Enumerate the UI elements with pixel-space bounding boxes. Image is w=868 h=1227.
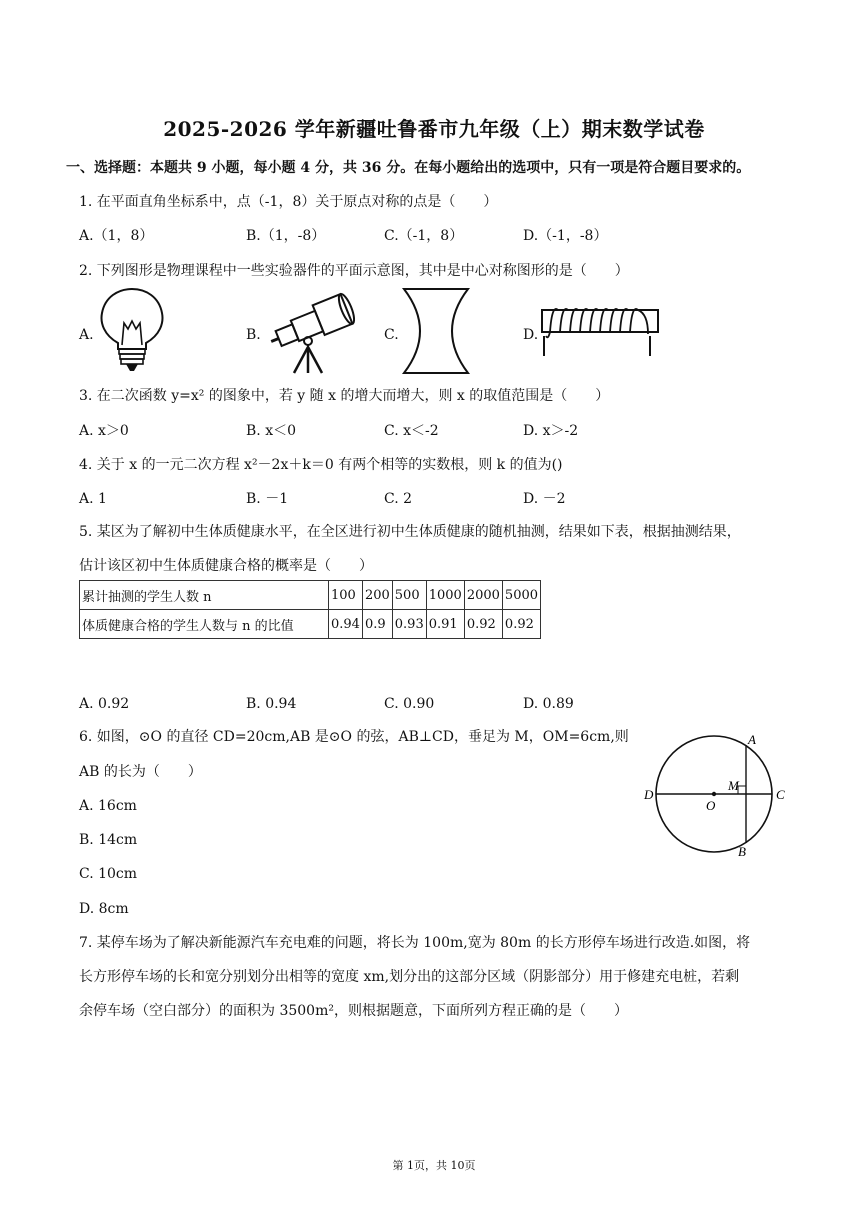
question-5-option-b: B. 0.94 bbox=[246, 696, 297, 712]
question-6-option-a: A. 16cm bbox=[79, 798, 137, 814]
question-4-option-b: B. －1 bbox=[246, 491, 289, 507]
page-title: 2025-2026 学年新疆吐鲁番市九年级（上）期末数学试卷 bbox=[163, 117, 705, 141]
question-3-option-c: C. x＜-2 bbox=[384, 423, 439, 439]
point-m-label: M bbox=[728, 778, 739, 793]
question-5-option-c: C. 0.90 bbox=[384, 696, 435, 712]
question-7-stem-line-1: 7. 某停车场为了解决新能源汽车充电难的问题，将长为 100m,宽为 80m 的长方形停车场进行改造.如图，将 bbox=[79, 935, 751, 951]
question-5-option-a: A. 0.92 bbox=[79, 696, 130, 712]
point-o-label: O bbox=[706, 798, 716, 813]
table-cell: 0.91 bbox=[426, 610, 464, 639]
question-4-option-c: C. 2 bbox=[384, 491, 413, 507]
concave-lens-figure bbox=[400, 287, 472, 375]
question-3-option-d: D. x＞-2 bbox=[523, 423, 579, 439]
question-1-option-c: C.（-1，8） bbox=[384, 228, 464, 244]
table-row-header: 累计抽测的学生人数 n bbox=[80, 581, 329, 610]
question-2-option-d: D. bbox=[523, 327, 539, 343]
question-6-stem-line-2: AB 的长为（ ） bbox=[79, 764, 202, 780]
table-cell: 0.92 bbox=[464, 610, 502, 639]
table-cell: 500 bbox=[392, 581, 426, 610]
table-cell: 200 bbox=[362, 581, 392, 610]
table-cell: 0.9 bbox=[362, 610, 392, 639]
question-5-table bbox=[79, 580, 541, 639]
question-6-option-d: D. 8cm bbox=[79, 901, 129, 917]
question-1-option-a: A.（1，8） bbox=[79, 228, 154, 244]
table-cell: 2000 bbox=[464, 581, 502, 610]
circle-geometry-figure bbox=[638, 724, 798, 860]
point-d-label: D bbox=[644, 787, 654, 802]
table-cell: 5000 bbox=[502, 581, 540, 610]
question-3-stem: 3. 在二次函数 y=x² 的图象中，若 y 随 x 的增大而增大，则 x 的取值范围是（ ） bbox=[79, 388, 610, 404]
table-row-header: 体质健康合格的学生人数与 n 的比值 bbox=[80, 610, 329, 639]
point-a-label: A bbox=[748, 732, 756, 747]
question-3-option-a: A. x＞0 bbox=[79, 423, 129, 439]
question-1-option-b: B.（1，-8） bbox=[246, 228, 326, 244]
question-6-option-b: B. 14cm bbox=[79, 832, 138, 848]
question-7-stem-line-3: 余停车场（空白部分）的面积为 3500m²，则根据题意，下面所列方程正确的是（ ） bbox=[79, 1003, 628, 1019]
question-5-stem-line-2: 估计该区初中生体质健康合格的概率是（ ） bbox=[79, 558, 373, 574]
question-7-stem-line-2: 长方形停车场的长和宽分别划分出相等的宽度 xm,划分出的这部分区域（阴影部分）用于修建充电桩，若剩 bbox=[79, 969, 740, 985]
table-cell: 100 bbox=[329, 581, 363, 610]
question-2-stem: 2. 下列图形是物理课程中一些实验器件的平面示意图，其中是中心对称图形的是（ ） bbox=[79, 263, 629, 279]
point-c-label: C bbox=[776, 787, 785, 802]
question-2-option-b: B. bbox=[246, 327, 261, 343]
page-footer: 第 1页，共 10页 bbox=[392, 1159, 476, 1172]
table-cell: 0.93 bbox=[392, 610, 426, 639]
question-4-option-a: A. 1 bbox=[79, 491, 107, 507]
question-6-option-c: C. 10cm bbox=[79, 866, 138, 882]
coil-solenoid-figure bbox=[538, 300, 662, 358]
question-4-stem: 4. 关于 x 的一元二次方程 x²－2x＋k＝0 有两个相等的实数根，则 k 的值为() bbox=[79, 457, 563, 473]
question-3-option-b: B. x＜0 bbox=[246, 423, 296, 439]
question-2-option-c: C. bbox=[384, 327, 399, 343]
question-5-stem-line-1: 5. 某区为了解初中生体质健康水平，在全区进行初中生体质健康的随机抽测，结果如下表，根据抽测结果， bbox=[79, 524, 741, 540]
table-row bbox=[80, 610, 541, 639]
section-heading: 一、选择题：本题共 9 小题，每小题 4 分，共 36 分。在每小题给出的选项中，只有一项是符合题目要求的。 bbox=[66, 160, 751, 176]
table-cell: 0.94 bbox=[329, 610, 363, 639]
question-6-stem-line-1: 6. 如图，⊙O 的直径 CD=20cm,AB 是⊙O 的弦，AB⊥CD，垂足为 M，OM=6cm,则 bbox=[79, 729, 629, 745]
telescope-figure bbox=[262, 285, 362, 375]
question-2-option-a: A. bbox=[79, 327, 94, 343]
question-4-option-d: D. －2 bbox=[523, 491, 566, 507]
question-1-option-d: D.（-1，-8） bbox=[523, 228, 608, 244]
light-bulb-figure bbox=[96, 287, 168, 373]
question-5-option-d: D. 0.89 bbox=[523, 696, 574, 712]
table-cell: 1000 bbox=[426, 581, 464, 610]
point-b-label: B bbox=[738, 844, 746, 859]
question-1-stem: 1. 在平面直角坐标系中，点（-1，8）关于原点对称的点是（ ） bbox=[79, 194, 498, 210]
table-cell: 0.92 bbox=[502, 610, 540, 639]
table-row bbox=[80, 581, 541, 610]
